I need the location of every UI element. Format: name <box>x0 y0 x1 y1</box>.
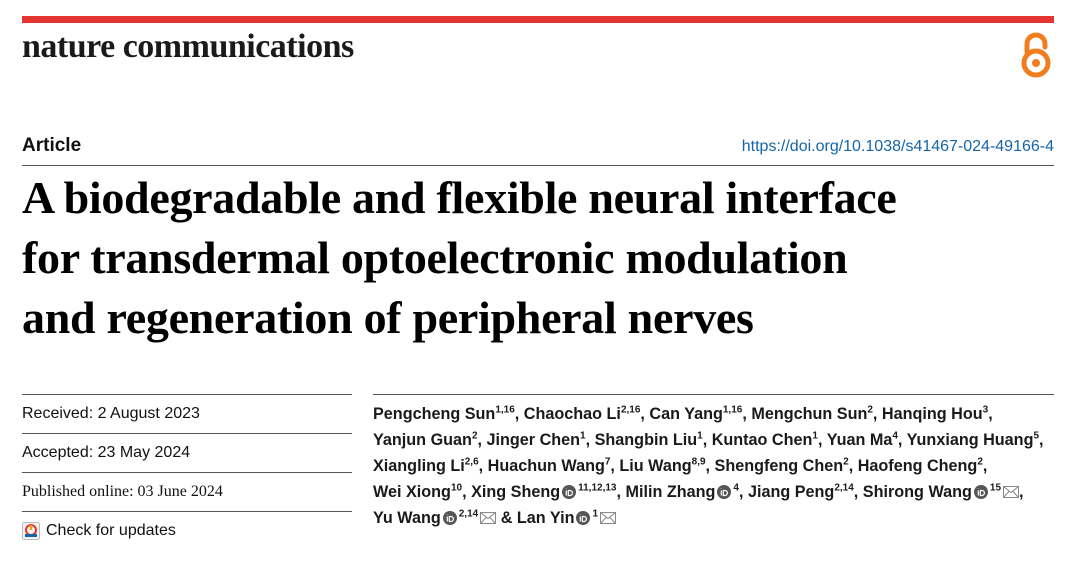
author-name: Yuan Ma <box>826 431 893 449</box>
author-entry[interactable]: Shengfeng Chen$^2$, <box>714 456 854 475</box>
title-divider <box>22 165 1054 166</box>
orcid-icon[interactable] <box>974 485 988 499</box>
author-affiliation[interactable]: 1 <box>697 430 703 442</box>
author-name: Huachun Wang <box>487 457 605 475</box>
author-name: Hanqing Hou <box>881 405 983 423</box>
email-icon[interactable] <box>480 512 496 524</box>
orcid-icon[interactable] <box>562 485 576 499</box>
author-affiliation[interactable]: 8,9 <box>691 456 706 468</box>
author-affiliation[interactable]: 2 <box>843 456 849 468</box>
author-entry[interactable]: Xiangling Li$^{2,6}$, <box>373 456 484 475</box>
author-affiliation[interactable]: 2 <box>471 430 478 442</box>
author-name: Can Yang <box>649 405 723 423</box>
author-entry[interactable]: Yanjun Guan$^2$, <box>373 430 482 449</box>
article-dates <box>22 394 352 550</box>
author-entry[interactable]: Pengcheng Sun$^{1,16}$, <box>373 404 520 423</box>
author-entry[interactable]: Mengchun Sun$^2$, <box>751 404 878 423</box>
author-name: Shengfeng Chen <box>714 457 844 475</box>
author-entry[interactable]: Chaochao Li$^{2,16}$, <box>523 404 645 423</box>
author-name: Kuntao Chen <box>711 431 813 449</box>
author-name: Yu Wang <box>373 509 441 527</box>
doi-link[interactable]: https://doi.org/10.1038/s41467-024-49166-4 <box>741 138 1054 155</box>
author-entry[interactable]: Haofeng Cheng$^2$, <box>857 456 988 475</box>
email-icon[interactable] <box>1003 486 1019 498</box>
author-name: Xiangling Li <box>373 457 465 475</box>
author-entry[interactable]: Hanqing Hou$^3$, <box>881 404 993 423</box>
author-name: Liu Wang <box>619 457 692 475</box>
author-affiliation[interactable]: 1 <box>592 508 599 520</box>
journal-name[interactable]: nature communications <box>22 28 354 65</box>
author-entry[interactable]: Shirong Wang $^{15}$ , <box>862 482 1024 501</box>
author-affiliation[interactable]: 7 <box>604 456 611 468</box>
author-name: Lan Yin <box>516 509 575 527</box>
author-name: Yunxiang Huang <box>906 431 1034 449</box>
author-entry[interactable]: Yunxiang Huang$^5$, <box>906 430 1044 449</box>
author-affiliation[interactable]: 3 <box>982 404 989 416</box>
author-entry[interactable]: Xing Sheng $^{11,12,13}$, <box>471 482 621 501</box>
author-affiliation[interactable]: 2 <box>977 456 983 468</box>
author-affiliation[interactable]: 1 <box>580 430 586 442</box>
received-date: Received: 2 August 2023 <box>22 394 352 433</box>
check-updates-row <box>22 511 352 550</box>
author-name: Haofeng Cheng <box>857 457 978 475</box>
author-affiliation[interactable]: 4 <box>733 482 739 494</box>
author-entry[interactable]: Kuntao Chen$^1$, <box>711 430 823 449</box>
author-affiliation[interactable]: 1,16 <box>495 404 515 416</box>
author-affiliation[interactable]: 2,6 <box>464 456 479 468</box>
author-entry[interactable] <box>517 509 616 527</box>
author-name: Jinger Chen <box>486 431 581 449</box>
authors-divider <box>373 394 1054 395</box>
check-updates-button[interactable] <box>22 522 176 540</box>
orcid-icon[interactable] <box>443 511 457 525</box>
author-entry[interactable]: Liu Wang$^{8,9}$, <box>619 456 711 475</box>
author-affiliation[interactable]: 2,16 <box>620 404 641 416</box>
author-affiliation[interactable]: 11,12,13 <box>578 482 617 494</box>
article-type: Article <box>22 135 82 156</box>
check-updates-icon <box>22 522 40 540</box>
author-affiliation[interactable]: 1 <box>812 430 818 442</box>
author-name: Jiang Peng <box>747 483 835 501</box>
email-icon[interactable] <box>600 512 616 524</box>
author-affiliation[interactable]: 2,14 <box>834 482 854 494</box>
author-name: Yanjun Guan <box>373 431 472 449</box>
author-name: Pengcheng Sun <box>373 405 496 423</box>
author-entry[interactable]: Jinger Chen$^1$, <box>486 430 591 449</box>
title-line: for transdermal optoelectronic modulation <box>22 232 848 283</box>
author-affiliation[interactable]: 15 <box>989 482 1002 494</box>
author-entry[interactable]: Milin Zhang $^4$, <box>625 482 744 501</box>
top-accent-rule <box>22 16 1054 23</box>
author-affiliation[interactable]: 4 <box>892 430 898 442</box>
author-affiliation[interactable]: 5 <box>1033 430 1040 442</box>
check-updates-label: Check for updates <box>46 522 176 539</box>
title-line: and regeneration of peripheral nerves <box>22 292 754 343</box>
author-entry[interactable]: Can Yang$^{1,16}$, <box>649 404 747 423</box>
author-affiliation[interactable]: 1,16 <box>722 404 743 416</box>
author-list <box>373 401 1063 531</box>
author-affiliation[interactable]: 2,14 <box>458 508 479 520</box>
author-entry[interactable]: Yu Wang $^{2,14}$ & <box>373 508 513 527</box>
accepted-date: Accepted: 23 May 2024 <box>22 433 352 472</box>
published-date: Published online: 03 June 2024 <box>22 472 352 511</box>
author-name: Mengchun Sun <box>751 405 868 423</box>
orcid-icon[interactable] <box>576 511 590 525</box>
article-title <box>22 168 1062 348</box>
author-entry[interactable]: Yuan Ma$^4$, <box>826 430 903 449</box>
author-name: Shirong Wang <box>862 483 972 501</box>
author-entry[interactable]: Wei Xiong$^{10}$, <box>373 482 467 501</box>
author-name: Milin Zhang <box>625 483 716 501</box>
author-affiliation[interactable]: 2 <box>867 404 873 416</box>
author-name: Xing Sheng <box>471 483 561 501</box>
author-entry[interactable]: Jiang Peng$^{2,14}$, <box>747 482 859 501</box>
title-line: A biodegradable and flexible neural interface <box>22 172 897 223</box>
orcid-icon[interactable] <box>717 485 731 499</box>
open-lock-icon <box>1016 30 1056 78</box>
author-entry[interactable]: Huachun Wang$^7$, <box>487 456 615 475</box>
author-affiliation[interactable]: 10 <box>450 482 463 494</box>
author-name: Chaochao Li <box>523 405 621 423</box>
author-entry[interactable]: Shangbin Liu$^1$, <box>594 430 708 449</box>
author-name: Wei Xiong <box>373 483 451 501</box>
author-name: Shangbin Liu <box>594 431 698 449</box>
